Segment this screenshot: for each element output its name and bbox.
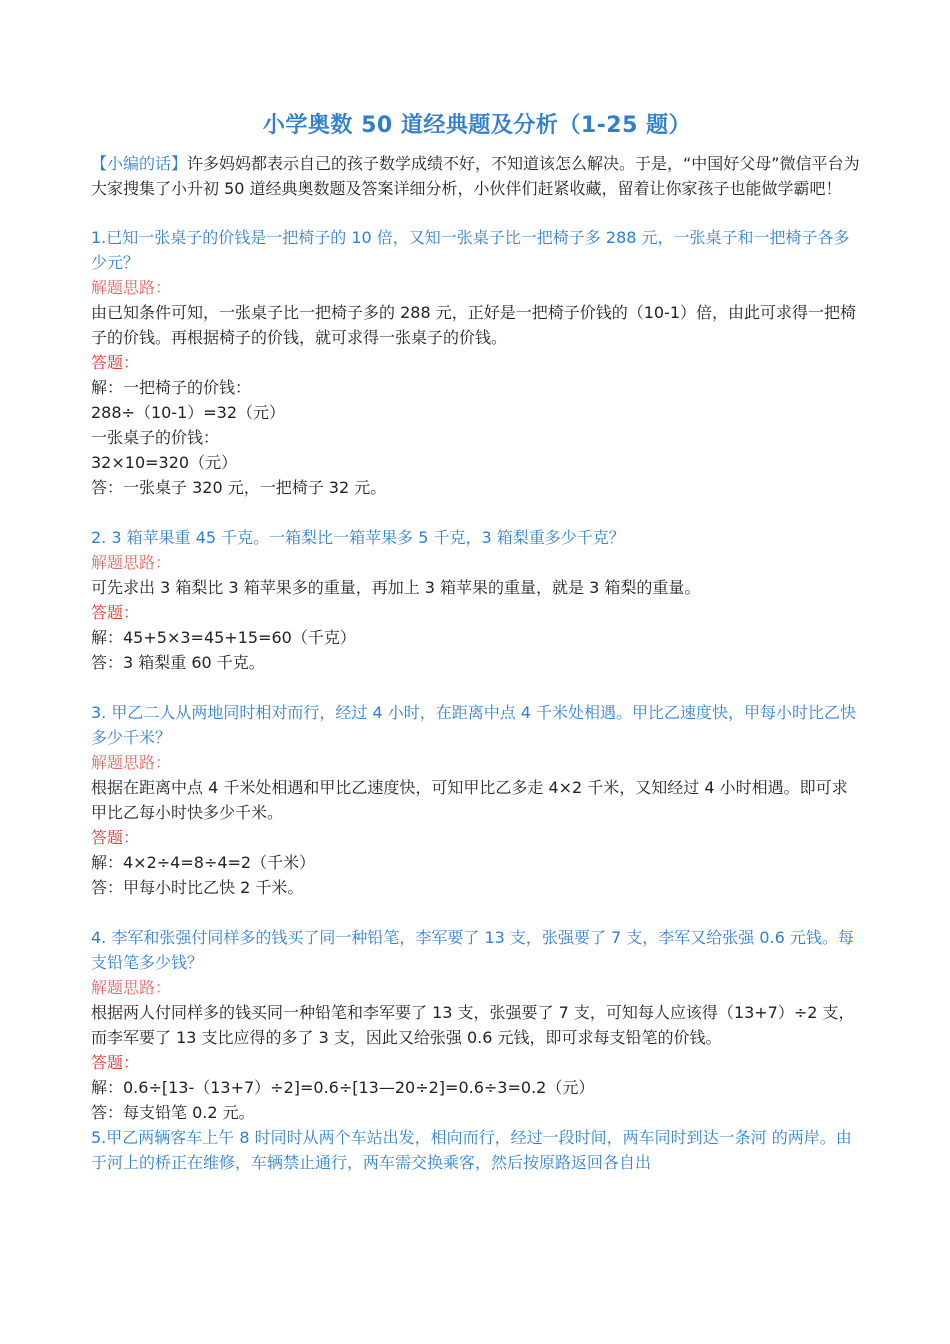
- solution-line: 一张桌子的价钱：: [91, 428, 220, 447]
- page-title: 小学奥数 50 道经典题及分析（1-25 题）: [262, 113, 692, 138]
- solution-line: 解：4×2÷4=8÷4=2（千米）: [91, 853, 316, 872]
- answer-label: 答题：: [91, 828, 140, 847]
- intro-text: 许多妈妈都表示自己的孩子数学成绩不好，不知道该怎么解决。于是，“中国好父母”微信平台为大家搜集了小升初 50 道经典奥数题及答案详细分析，小伙伴们赶紧收藏，留着让你家孩子也能做学霸吧！: [91, 154, 860, 198]
- solution-line: 288÷（10-1）=32（元）: [91, 403, 286, 422]
- solution-line: 答：甲每小时比乙快 2 千米。: [91, 878, 304, 897]
- problem-question: 4. 李军和张强付同样多的钱买了同一种铅笔，李军要了 13 支，张强要了 7 支，李军又给张强 0.6 元钱。每支铅笔多少钱？: [91, 928, 854, 972]
- analysis-label: 解题思路：: [91, 753, 172, 772]
- problem-3: [91, 700, 863, 900]
- problem-2: [91, 525, 863, 675]
- document-page: [91, 108, 863, 1175]
- problem-analysis: 根据两人付同样多的钱买同一种铅笔和李军要了 13 支，张强要了 7 支，可知每人应该得（13+7）÷2 支，而李军要了 13 支比应得的多了 3 支，因此又给张强 0.6 元钱，即可求每支铅笔的价钱。: [91, 1003, 855, 1047]
- solution-line: 解：45+5×3=45+15=60（千克）: [91, 628, 356, 647]
- analysis-label: 解题思路：: [91, 278, 172, 297]
- solution-line: 解：0.6÷[13-（13+7）÷2]=0.6÷[13—20÷2]=0.6÷3=0.2（元）: [91, 1078, 595, 1097]
- solution-line: 答：一张桌子 320 元，一把椅子 32 元。: [91, 478, 387, 497]
- solution-line: 32×10=320（元）: [91, 453, 238, 472]
- problem-question: 2. 3 箱苹果重 45 千克。一箱梨比一箱苹果多 5 千克，3 箱梨重多少千克？: [91, 528, 625, 547]
- solution-line: 答：3 箱梨重 60 千克。: [91, 653, 265, 672]
- problem-5: [91, 1125, 863, 1175]
- intro-paragraph: [91, 151, 863, 201]
- answer-label: 答题：: [91, 1053, 140, 1072]
- problem-analysis: 由已知条件可知，一张桌子比一把椅子多的 288 元，正好是一把椅子价钱的（10-1）倍，由此可求得一把椅子的价钱。再根据椅子的价钱，就可求得一张桌子的价钱。: [91, 303, 857, 347]
- solution-line: 解：一把椅子的价钱：: [91, 378, 252, 397]
- analysis-label: 解题思路：: [91, 978, 172, 997]
- problem-analysis: 可先求出 3 箱梨比 3 箱苹果多的重量，再加上 3 箱苹果的重量，就是 3 箱梨的重量。: [91, 578, 701, 597]
- intro-tag: 【小编的话】: [91, 154, 188, 173]
- answer-label: 答题：: [91, 353, 140, 372]
- problem-1: [91, 225, 863, 500]
- problem-question: 5.甲乙两辆客车上午 8 时同时从两个车站出发，相向而行，经过一段时间，两车同时到达一条河 的两岸。由于河上的桥正在维修，车辆禁止通行，两车需交换乘客，然后按原路返回各自出: [91, 1128, 852, 1172]
- problem-analysis: 根据在距离中点 4 千米处相遇和甲比乙速度快，可知甲比乙多走 4×2 千米，又知经过 4 小时相遇。即可求甲比乙每小时快多少千米。: [91, 778, 848, 822]
- analysis-label: 解题思路：: [91, 553, 172, 572]
- problem-question: 1.已知一张桌子的价钱是一把椅子的 10 倍，又知一张桌子比一把椅子多 288 元，一张桌子和一把椅子各多少元？: [91, 228, 850, 272]
- solution-line: 答：每支铅笔 0.2 元。: [91, 1103, 255, 1122]
- answer-label: 答题：: [91, 603, 140, 622]
- problem-4: [91, 925, 863, 1125]
- problem-question: 3. 甲乙二人从两地同时相对而行，经过 4 小时，在距离中点 4 千米处相遇。甲比乙速度快，甲每小时比乙快多少千米？: [91, 703, 857, 747]
